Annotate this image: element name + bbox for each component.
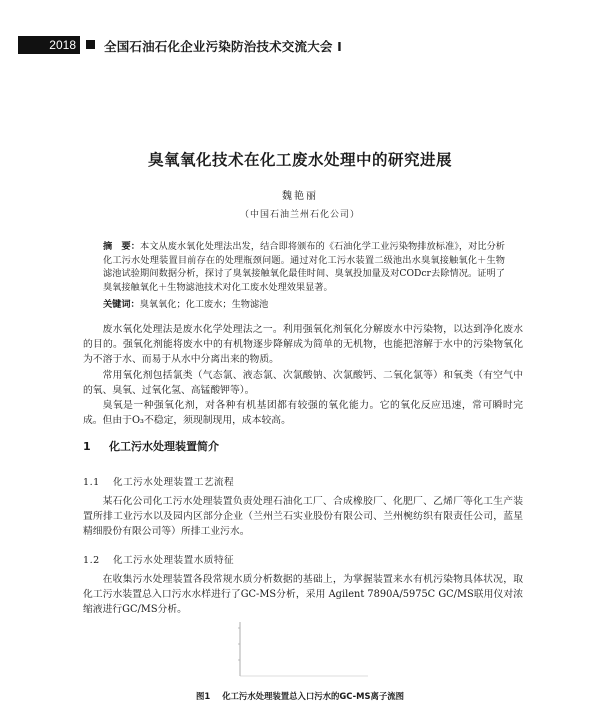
abstract-text: 本文从废水氧化处理法出发，结合即将颁布的《石油化学工业污染物排放标准》，对比分析化工污水处理装置目前存在的处理瓶颈问题。通过对化工污水装置二级池出水臭氧接触氧化＋生物滤池试验期间数据分析，探讨了臭氧接触氧化最佳时间、臭氧投加量及对CODcr去除情况。证明了臭氧接触氧化＋生物滤池技术对化工废水处理效果显著。 (103, 241, 505, 293)
section-1-heading (83, 438, 219, 454)
author: 魏艳丽 (282, 191, 318, 202)
gc-ms-chart-image (228, 618, 378, 678)
figure-number: 图1 (195, 691, 211, 701)
keywords-label: 关键词： (103, 299, 140, 310)
article-title: 臭氧氧化技术在化工废水处理中的研究进展 (147, 151, 452, 169)
figure-caption (0, 690, 600, 702)
subsection-number: 1.2 (83, 555, 100, 566)
paragraph-1-1: 某石化公司化工污水处理装置负责处理石油化工厂、合成橡胶厂、化肥厂、乙烯厂等化工生产装置所排工业污水以及园内区部分企业（兰州兰石实业股份有限公司、兰州椀纺织有限责任公司，蓝星精细股份有限公司等）所排工业污水。 (83, 496, 523, 537)
subsection-number: 1.1 (83, 477, 100, 488)
subsection-1-2-heading (83, 552, 234, 566)
year-badge: 2018 (18, 36, 80, 54)
abstract (103, 240, 505, 294)
page-header (18, 36, 578, 56)
square-bullet-icon (86, 40, 95, 49)
section-title: 化工污水处理装置简介 (109, 440, 219, 453)
abstract-label: 摘 要： (103, 241, 140, 252)
subsection-title: 化工污水处理装置水质特征 (113, 555, 235, 566)
intro-paragraph-1: 废水氧化处理法是废水化学处理法之一。利用强氧化剂氧化分解废水中污染物，以达到净化废水的目的。强氧化剂能将废水中的有机物逐步降解成为简单的无机物，也能把溶解于水中的污染物氧化为不溶于水、而易于从水中分离出来的物质。 (83, 324, 523, 365)
keywords (103, 296, 505, 310)
figure-caption-text: 化工污水处理装置总入口污水的GC-MS离子流图 (222, 691, 404, 701)
affiliation: （中国石油兰州石化公司） (239, 210, 360, 220)
intro-paragraph-2: 常用氧化剂包括氯类（气态氯、液态氯、次氯酸钠、次氯酸钙、二氧化氯等）和氧类（有空气中的氧、臭氧、过氧化氢、高锰酸钾等）。 (83, 370, 523, 396)
subsection-1-1-heading (83, 474, 234, 488)
subsection-title: 化工污水处理装置工艺流程 (113, 477, 235, 488)
conference-title: 全国石油石化企业污染防治技术交流大会 I (104, 39, 343, 54)
keywords-text: 臭氧氧化；化工废水；生物滤池 (139, 299, 269, 310)
paragraph-1-2: 在收集污水处理装置各段常规水质分析数据的基础上，为掌握装置来水有机污染物具体状况，取化工污水装置总入口污水水样进行了GC-MS分析，采用 Agilent 7890A/5975C GC/MS联用仪对浓缩液进行GC/MS分析。 (83, 574, 523, 615)
intro-paragraph-3: 臭氧是一种强氧化剂，对各种有机基团都有较强的氧化能力。它的氧化反应迅速，常可瞬时完成。但由于O₃不稳定，须现制现用，成本较高。 (83, 400, 523, 426)
section-number: 1 (83, 440, 91, 453)
